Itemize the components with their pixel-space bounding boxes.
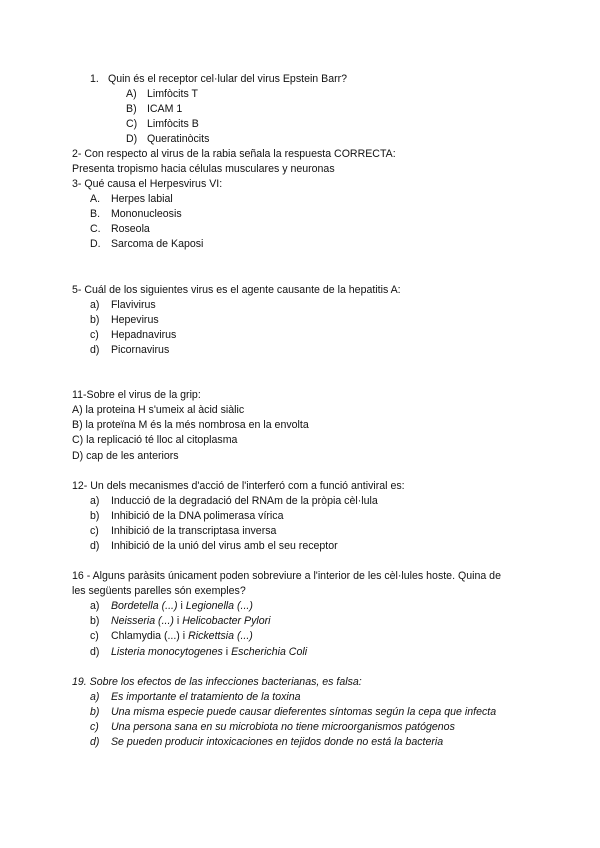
option: b) Inhibició de la DNA polimerasa vírica bbox=[90, 510, 284, 522]
option: d) Listeria monocytogenes i Escherichia Coli bbox=[90, 646, 308, 658]
option: D) Queratinòcits bbox=[126, 133, 210, 145]
option: a) Inducció de la degradació del RNAm de la pròpia cèl·lula bbox=[90, 495, 378, 507]
question-1 bbox=[90, 73, 347, 86]
option: a) Bordetella (...) i Legionella (...) bbox=[90, 600, 253, 612]
option: C) Limfòcits B bbox=[126, 118, 199, 130]
option: c) Inhibició de la transcriptasa inversa bbox=[90, 525, 277, 537]
question-5: 5- Cuál de los siguientes virus es el agente causante de la hepatitis A: bbox=[72, 284, 401, 296]
option: D) cap de les anteriors bbox=[72, 450, 179, 462]
question-19: 19. Sobre los efectos de las infecciones bacterianas, es falsa: bbox=[72, 676, 362, 688]
option: d) Picornavirus bbox=[90, 344, 170, 356]
option: A) Limfòcits T bbox=[126, 88, 198, 100]
option: b) Hepevirus bbox=[90, 314, 159, 326]
question-2: 2- Con respecto al virus de la rabia señala la respuesta CORRECTA: bbox=[72, 148, 396, 160]
option: B) ICAM 1 bbox=[126, 103, 183, 115]
question-number: 1. bbox=[90, 73, 99, 85]
option: b) Neisseria (...) i Helicobacter Pylori bbox=[90, 615, 271, 627]
option: c) Hepadnavirus bbox=[90, 329, 177, 341]
option: a) Flavivirus bbox=[90, 299, 156, 311]
option: c) Una persona sana en su microbiota no tiene microorganismos patógenos bbox=[90, 721, 455, 733]
option: b) Una misma especie puede causar dieferentes síntomas según la cepa que infecta bbox=[90, 706, 497, 718]
option: A) la proteina H s'umeix al àcid siàlic bbox=[72, 404, 245, 416]
question-3: 3- Qué causa el Herpesvirus VI: bbox=[72, 178, 223, 190]
question-16-continued: les següents parelles són exemples? bbox=[72, 585, 246, 597]
option: a) Es importante el tratamiento de la toxina bbox=[90, 691, 301, 703]
option: d) Se pueden producir intoxicaciones en tejidos donde no está la bacteria bbox=[90, 736, 444, 748]
option: B) la proteïna M és la més nombrosa en la envolta bbox=[72, 419, 309, 431]
question-12: 12- Un dels mecanismes d'acció de l'interferó com a funció antiviral es: bbox=[72, 480, 405, 492]
option: c) Chlamydia (...) i Rickettsia (...) bbox=[90, 630, 253, 642]
option: C. Roseola bbox=[90, 223, 150, 235]
question-11: 11-Sobre el virus de la grip: bbox=[72, 389, 201, 401]
option: C) la replicació té lloc al citoplasma bbox=[72, 434, 238, 446]
answer-text: Presenta tropismo hacia células musculares y neuronas bbox=[72, 163, 335, 175]
option: d) Inhibició de la unió del virus amb el seu receptor bbox=[90, 540, 338, 552]
question-16: 16 - Alguns paràsits únicament poden sobreviure a l'interior de les cèl·lules hoste. Quina de bbox=[72, 570, 501, 582]
option: B. Mononucleosis bbox=[90, 208, 182, 220]
question-text: Quin és el receptor cel·lular del virus Epstein Barr? bbox=[108, 73, 348, 85]
option: D. Sarcoma de Kaposi bbox=[90, 238, 204, 250]
option: A. Herpes labial bbox=[90, 193, 173, 205]
